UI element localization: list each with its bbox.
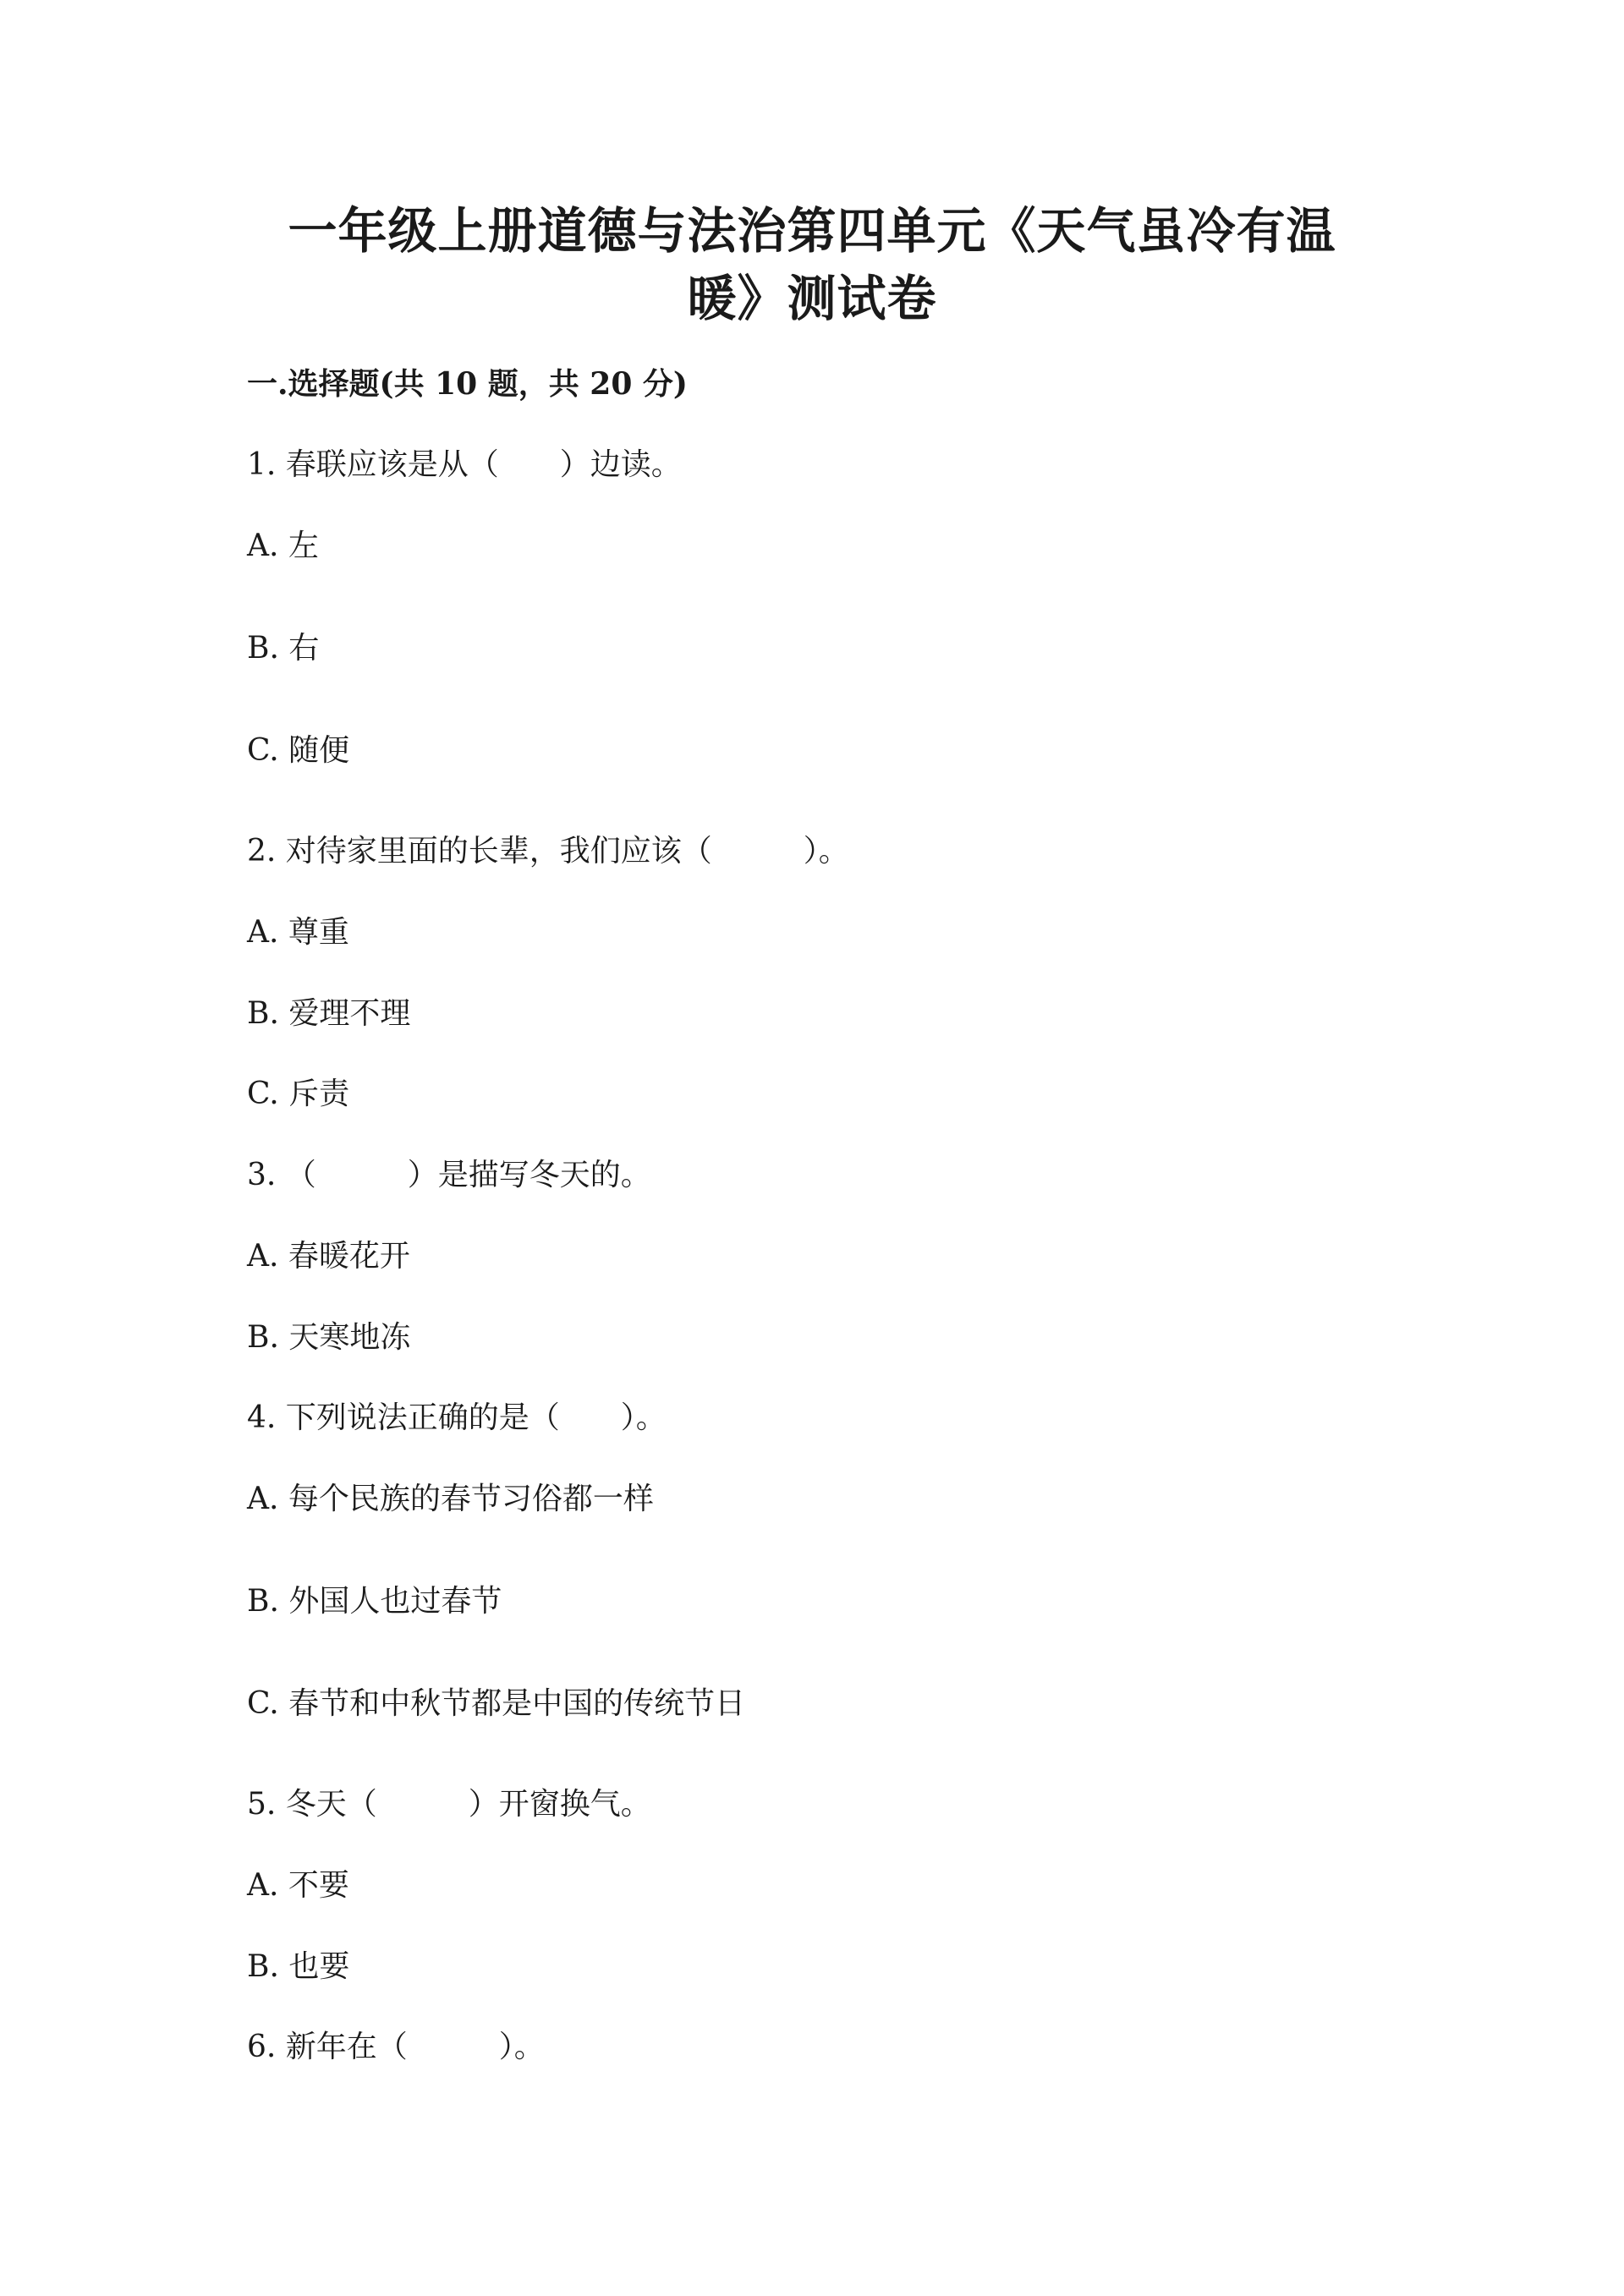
question-2-stem: 2. 对待家里面的长辈，我们应该（ ）。 — [247, 834, 849, 869]
section-heading: 一.选择题(共 10 题，共 20 分) — [247, 366, 688, 402]
question-1-option-a: A. 左 — [247, 529, 319, 563]
page-title-line-1: 一年级上册道德与法治第四单元《天气虽冷有温 — [288, 202, 1336, 260]
question-4-stem: 4. 下列说法正确的是（ ）。 — [247, 1400, 667, 1435]
question-4-option-b: B. 外国人也过春节 — [247, 1584, 502, 1619]
question-2-option-c: C. 斥责 — [247, 1077, 350, 1111]
question-1-stem: 1. 春联应该是从（ ）边读。 — [247, 447, 682, 482]
question-3-stem: 3. （ ）是描写冬天的。 — [247, 1158, 651, 1192]
question-4-option-c: C. 春节和中秋节都是中国的传统节日 — [247, 1686, 746, 1721]
question-5-option-b: B. 也要 — [247, 1949, 350, 1984]
question-1-option-b: B. 右 — [247, 631, 320, 666]
question-4-option-a: A. 每个民族的春节习俗都一样 — [247, 1482, 654, 1516]
page-title-line-2: 暖》测试卷 — [687, 270, 937, 327]
question-6-stem: 6. 新年在（ ）。 — [247, 2030, 545, 2064]
question-1-option-c: C. 随便 — [247, 733, 350, 768]
question-3-option-a: A. 春暖花开 — [247, 1239, 410, 1274]
question-5-option-a: A. 不要 — [247, 1868, 349, 1903]
question-2-option-b: B. 爱理不理 — [247, 996, 411, 1031]
question-5-stem: 5. 冬天（ ）开窗换气。 — [247, 1787, 651, 1822]
question-3-option-b: B. 天寒地冻 — [247, 1320, 411, 1355]
question-2-option-a: A. 尊重 — [247, 915, 349, 950]
